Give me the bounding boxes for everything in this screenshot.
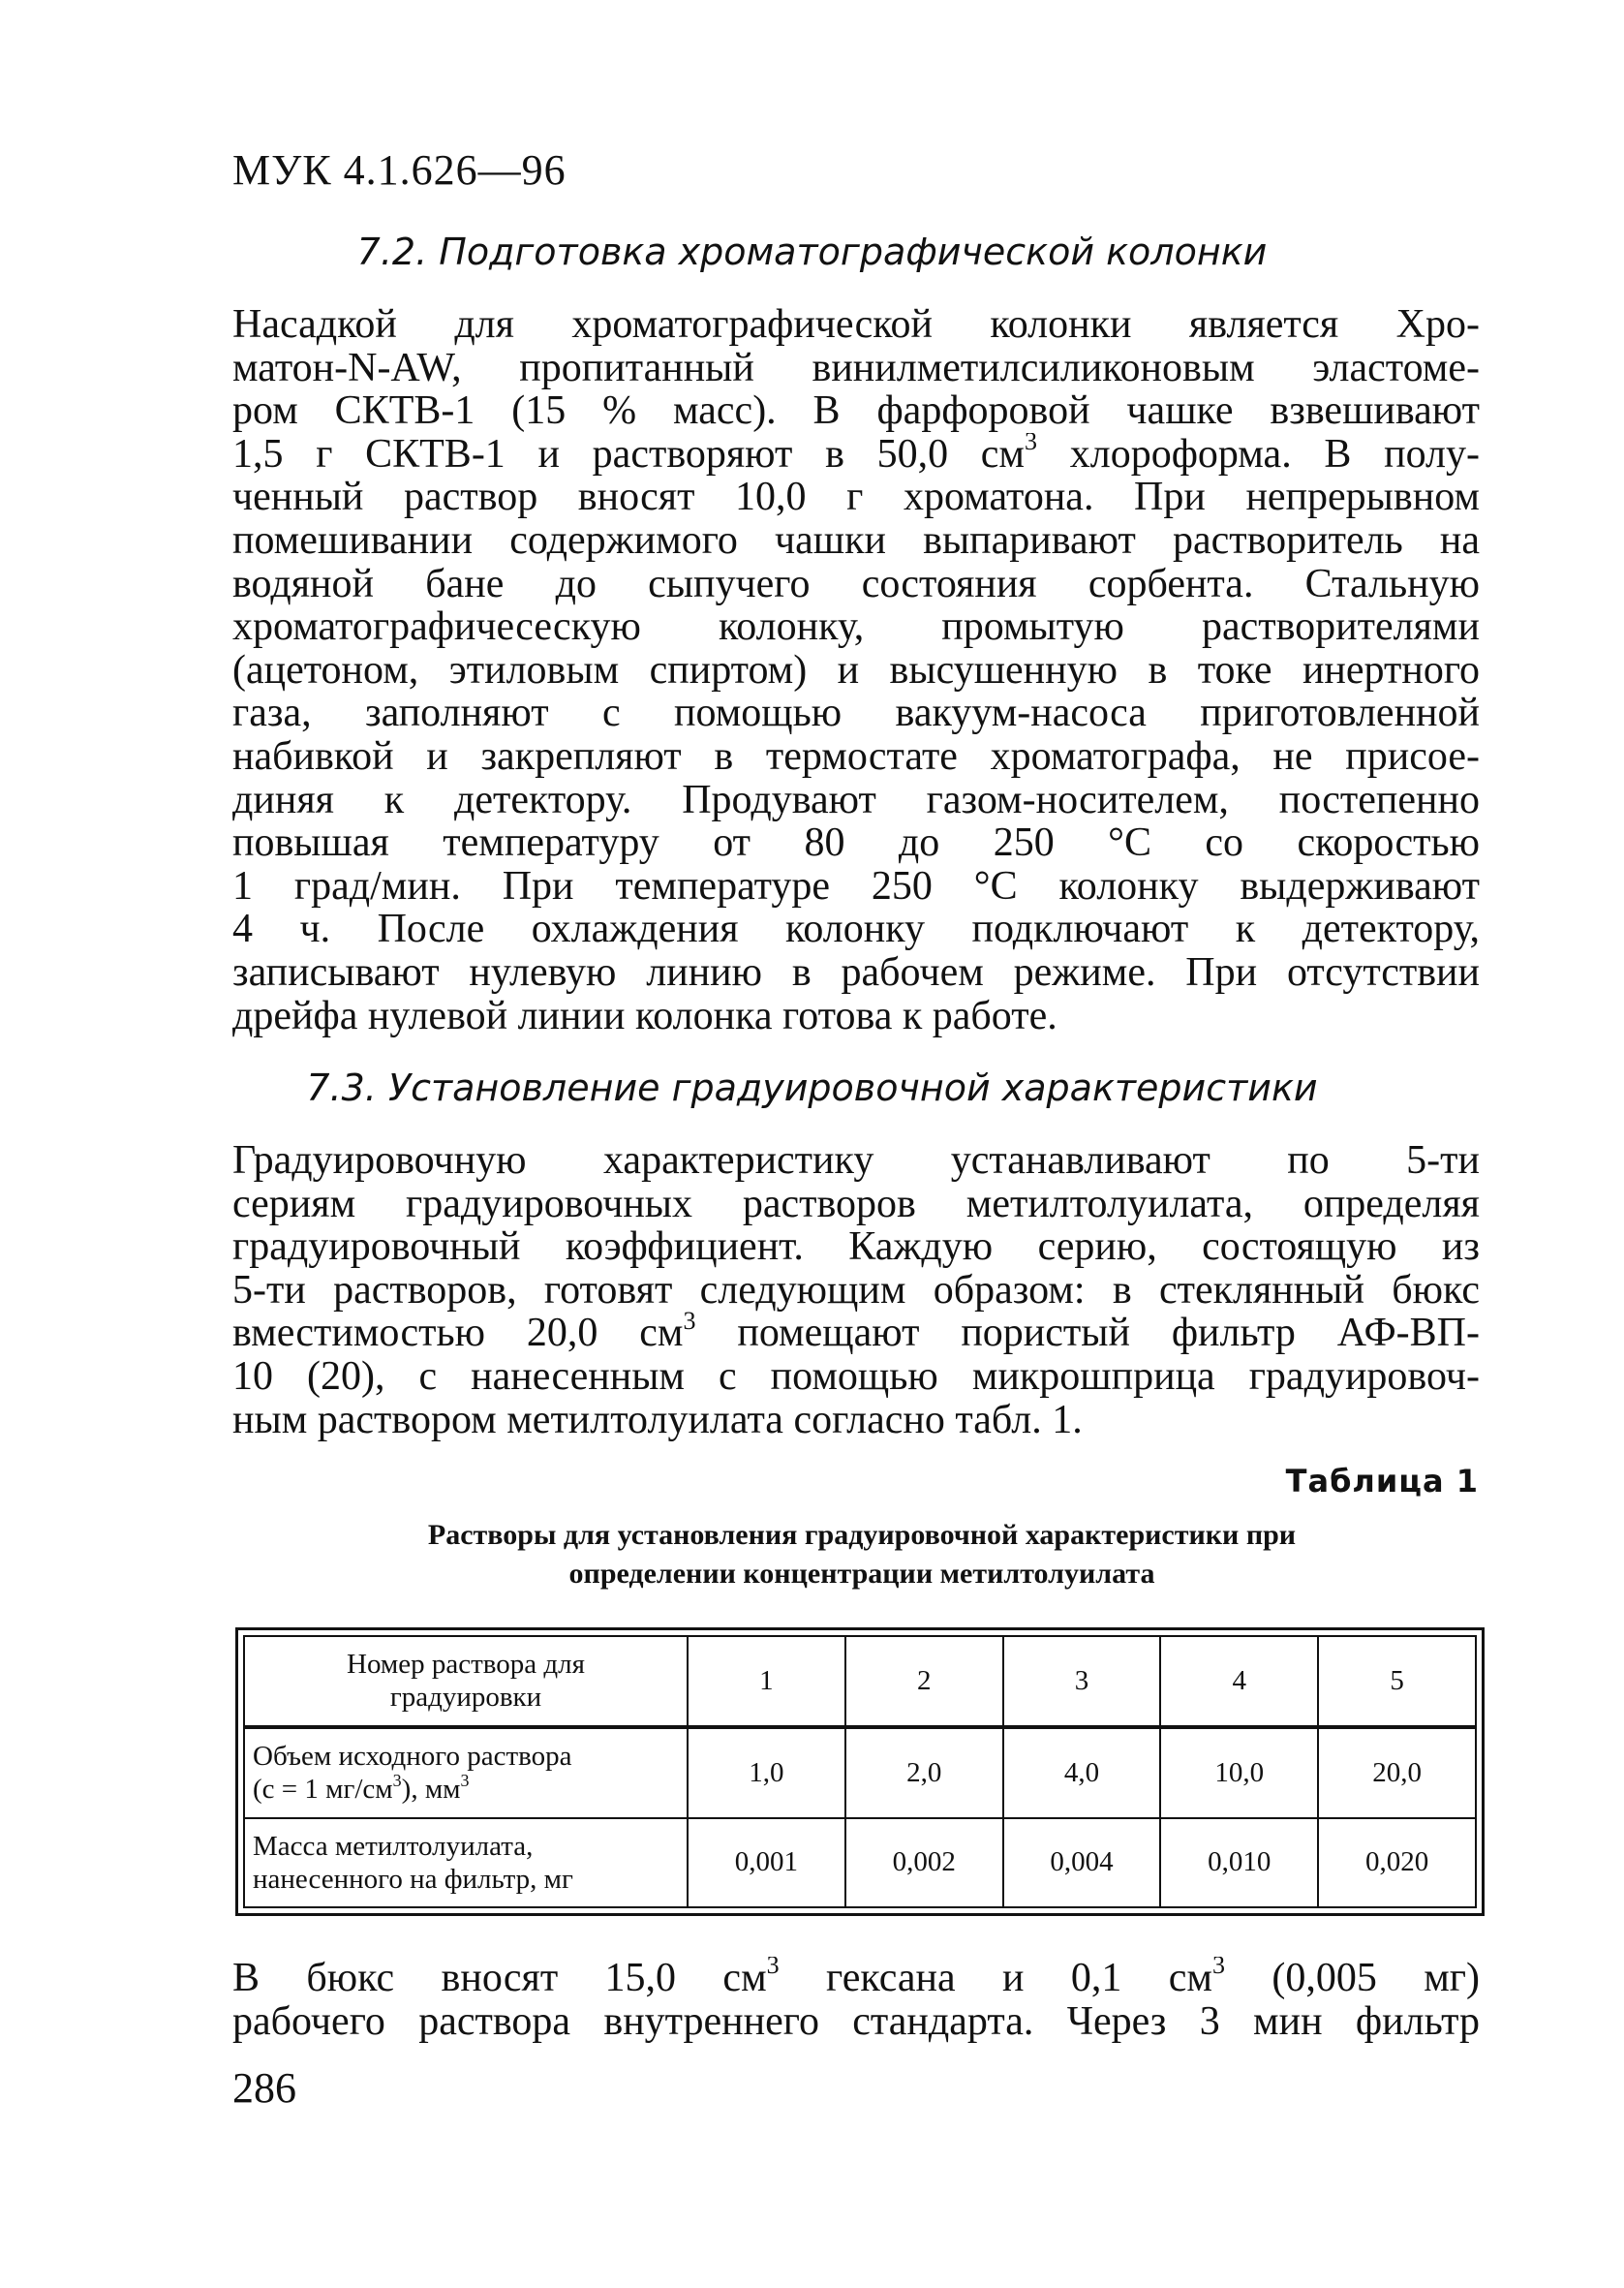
text-line: сериям градуировочных растворов метилтолуилата, определяя bbox=[232, 1182, 1480, 1226]
table-cell: 4 bbox=[1160, 1636, 1318, 1727]
text-line: повышая температуру от 80 до 250 °С со скоростью bbox=[232, 821, 1480, 865]
calibration-solutions-table bbox=[243, 1635, 1477, 1908]
text-line: 10 (20), с нанесенным с помощью микрошприца градуировоч- bbox=[232, 1354, 1480, 1399]
document-code-header: МУК 4.1.626—96 bbox=[232, 146, 567, 194]
text-line bbox=[232, 1957, 1480, 2000]
table-cell: 1,0 bbox=[688, 1727, 845, 1818]
paragraph-calibration bbox=[232, 1139, 1480, 1441]
superscript: 3 bbox=[1211, 1957, 1225, 1980]
section-heading-7-3: 7.3. Установление градуировочной характеристики bbox=[306, 1067, 1318, 1109]
table-cell: 2,0 bbox=[845, 1727, 1003, 1818]
text-line: (ацетоном, этиловым спиртом) и высушенную в токе инертного bbox=[232, 648, 1480, 693]
text-fragment: (с = 1 мг/см bbox=[253, 1774, 393, 1806]
superscript: 3 bbox=[1025, 432, 1038, 456]
table-row bbox=[244, 1818, 1476, 1908]
table-cell: 2 bbox=[845, 1636, 1003, 1727]
text-line: 5-ти растворов, готовят следующим образом: в стеклянный бюкс bbox=[232, 1268, 1480, 1313]
table-cell: 20,0 bbox=[1318, 1727, 1476, 1818]
text-line: Насадкой для хроматографической колонки является Хро- bbox=[232, 303, 1480, 347]
text-line: ным раствором метилтолуилата согласно табл. 1. bbox=[232, 1398, 1083, 1442]
superscript: 3 bbox=[766, 1957, 780, 1980]
superscript: 3 bbox=[460, 1770, 470, 1790]
text-fragment: хлороформа. В полу- bbox=[1037, 432, 1480, 477]
table-cell: 10,0 bbox=[1160, 1727, 1318, 1818]
text-fragment: вместимостью 20,0 см bbox=[232, 1312, 684, 1355]
text-line: набивкой и закрепляют в термостате хроматографа, не присое- bbox=[232, 734, 1480, 779]
text-line: ром СКТВ-1 (15 % масс). В фарфоровой чашке взвешивают bbox=[232, 389, 1480, 433]
page-number: 286 bbox=[232, 2064, 296, 2112]
text-line: рабочего раствора внутреннего стандарта. Через 3 мин фильтр bbox=[232, 1999, 1480, 2044]
row-header-solution-number bbox=[244, 1636, 688, 1727]
table-cell: 0,001 bbox=[688, 1818, 845, 1908]
text-line: градуировочный коэффициент. Каждую серию, состоящую из bbox=[232, 1225, 1480, 1269]
superscript: 3 bbox=[683, 1312, 696, 1335]
text-line: помешивании содержимого чашки выпаривают растворитель на bbox=[232, 518, 1480, 563]
table-caption-line: Растворы для установления градуировочной характеристики при bbox=[427, 1519, 1297, 1551]
text-fragment: В бюкс вносят 15,0 см bbox=[232, 1957, 767, 2000]
text-line: Градуировочную характеристику устанавливают по 5-ти bbox=[232, 1139, 1480, 1183]
table-label: Таблица 1 bbox=[1285, 1463, 1479, 1500]
text-line: водяной бане до сыпучего состояния сорбента. Стальную bbox=[232, 562, 1480, 606]
row-header-line: нанесенного на фильтр, мг bbox=[253, 1863, 573, 1895]
table-cell: 0,010 bbox=[1160, 1818, 1318, 1908]
text-line: дрейфа нулевой линии колонка готова к работе. bbox=[232, 994, 1057, 1038]
table-cell: 3 bbox=[1003, 1636, 1161, 1727]
text-fragment: 1,5 г СКТВ-1 и растворяют в 50,0 см bbox=[232, 432, 1026, 477]
text-line: хроматографичесескую колонку, промытую растворителями bbox=[232, 605, 1480, 649]
text-line: ченный раствор вносят 10,0 г хроматона. При непрерывном bbox=[232, 476, 1480, 519]
text-line: 4 ч. После охлаждения колонку подключают к детектору, bbox=[232, 908, 1480, 951]
row-header-line bbox=[253, 1770, 679, 1806]
text-line: диняя к детектору. Продувают газом-носителем, постепенно bbox=[232, 778, 1480, 822]
table-cell: 0,002 bbox=[845, 1818, 1003, 1908]
table-cell: 0,020 bbox=[1318, 1818, 1476, 1908]
text-line: матон-N-AW, пропитанный винилметилсиликоновым эластоме- bbox=[232, 346, 1480, 390]
text-line: газа, заполняют с помощью вакуум-насоса приготовленной bbox=[232, 692, 1480, 735]
text-line bbox=[232, 1312, 1480, 1355]
table-row bbox=[244, 1727, 1476, 1818]
row-header-mass bbox=[244, 1818, 688, 1908]
table-cell: 1 bbox=[688, 1636, 845, 1727]
table-cell: 5 bbox=[1318, 1636, 1476, 1727]
table-caption bbox=[291, 1516, 1433, 1593]
row-header-line: градуировки bbox=[389, 1682, 542, 1714]
row-header-volume bbox=[244, 1727, 688, 1818]
section-heading-7-2: 7.2. Подготовка хроматографической колонки bbox=[356, 231, 1268, 273]
table-cell: 4,0 bbox=[1003, 1727, 1161, 1818]
table-frame bbox=[235, 1627, 1485, 1916]
table-cell: 0,004 bbox=[1003, 1818, 1161, 1908]
text-fragment: (0,005 мг) bbox=[1224, 1957, 1480, 2000]
table-header-row bbox=[244, 1636, 1476, 1727]
superscript: 3 bbox=[392, 1770, 402, 1790]
row-header-line: Номер раствора для bbox=[347, 1649, 585, 1681]
paragraph-hexane bbox=[232, 1957, 1480, 2043]
row-header-line: Масса метилтолуилата, bbox=[253, 1830, 534, 1862]
text-fragment: помещают пористый фильтр АФ-ВП- bbox=[695, 1312, 1480, 1355]
text-fragment: ), мм bbox=[401, 1774, 461, 1806]
table-caption-line: определении концентрации метилтолуилата bbox=[568, 1558, 1155, 1590]
row-header-line: Объем исходного раствора bbox=[253, 1741, 572, 1773]
text-fragment: гексана и 0,1 см bbox=[779, 1957, 1212, 2000]
text-line: записывают нулевую линию в рабочем режиме. При отсутствии bbox=[232, 950, 1480, 995]
text-line bbox=[232, 433, 1480, 477]
text-line: 1 град/мин. При температуре 250 °С колонку выдерживают bbox=[232, 864, 1480, 909]
paragraph-column-preparation bbox=[232, 303, 1480, 1037]
